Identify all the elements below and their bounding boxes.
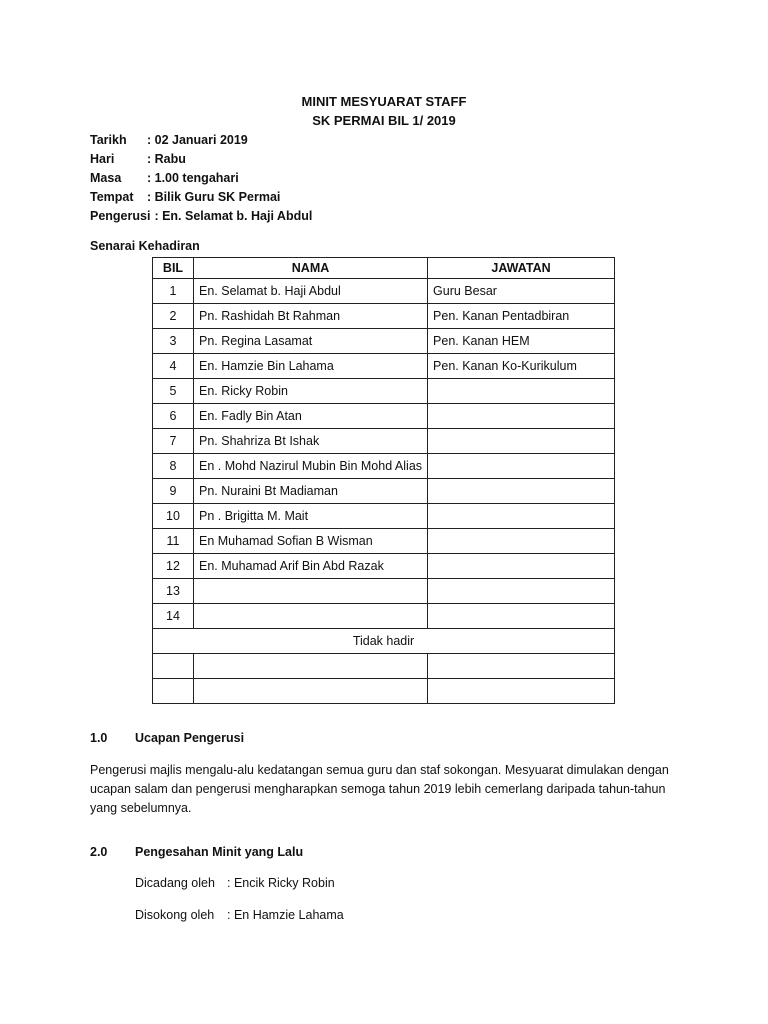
cell-nama: En Muhamad Sofian B Wisman <box>194 529 428 554</box>
table-row <box>153 579 615 604</box>
meta-value: : En. Selamat b. Haji Abdul <box>154 209 313 223</box>
cell-jawatan <box>428 529 615 554</box>
meta-pengerusi <box>90 207 312 226</box>
cell-nama: En. Fadly Bin Atan <box>194 404 428 429</box>
meta-value: : Bilik Guru SK Permai <box>147 190 281 204</box>
cell-bil: 1 <box>153 279 194 304</box>
cell-nama: En. Ricky Robin <box>194 379 428 404</box>
document-title: MINIT MESYUARAT STAFF <box>301 94 467 109</box>
meta-label: Tempat <box>90 190 134 204</box>
table-row <box>153 654 615 679</box>
table-header-row <box>153 258 615 279</box>
meta-hari <box>90 150 312 169</box>
cell-bil <box>153 654 194 679</box>
meta-label: Pengerusi <box>90 209 151 223</box>
meta-value: : 1.00 tengahari <box>147 171 239 185</box>
table-row <box>153 504 615 529</box>
cell-jawatan <box>428 579 615 604</box>
cell-nama <box>194 579 428 604</box>
seconder-value: : En Hamzie Lahama <box>227 908 344 922</box>
table-row <box>153 354 615 379</box>
table-row <box>153 379 615 404</box>
table-row <box>153 454 615 479</box>
meta-tempat <box>90 188 312 207</box>
cell-nama: Pn. Rashidah Bt Rahman <box>194 304 428 329</box>
column-header-jawatan: JAWATAN <box>428 258 615 279</box>
cell-bil: 4 <box>153 354 194 379</box>
section-1-title: Ucapan Pengerusi <box>135 731 245 745</box>
seconder-line <box>135 908 344 922</box>
table-row <box>153 604 615 629</box>
cell-nama <box>194 679 428 704</box>
cell-jawatan <box>428 504 615 529</box>
cell-jawatan <box>428 429 615 454</box>
table-row <box>153 404 615 429</box>
proposer-label: Dicadang oleh <box>135 876 215 890</box>
cell-nama: En. Selamat b. Haji Abdul <box>194 279 428 304</box>
seconder-label: Disokong oleh <box>135 908 215 922</box>
column-header-nama: NAMA <box>194 258 428 279</box>
cell-bil <box>153 679 194 704</box>
table-row <box>153 279 615 304</box>
meta-masa <box>90 169 312 188</box>
table-row <box>153 329 615 354</box>
cell-jawatan <box>428 454 615 479</box>
cell-bil: 9 <box>153 479 194 504</box>
cell-bil: 8 <box>153 454 194 479</box>
cell-jawatan <box>428 679 615 704</box>
attendance-table <box>152 257 615 704</box>
cell-nama: Pn. Nuraini Bt Madiaman <box>194 479 428 504</box>
cell-jawatan: Pen. Kanan Ko-Kurikulum <box>428 354 615 379</box>
cell-jawatan <box>428 554 615 579</box>
section-1-text: Pengerusi majlis mengalu-alu kedatangan semua guru dan staf sokongan. Mesyuarat dimulakan dengan ucapan salam dan pengerusi mengharapkan semoga tahun 2019 lebih cemerlang daripada tahun-tahun yang sebelumnya. <box>90 763 669 815</box>
cell-bil: 13 <box>153 579 194 604</box>
meta-label: Masa <box>90 171 122 185</box>
cell-nama: En . Mohd Nazirul Mubin Bin Mohd Alias <box>194 454 428 479</box>
cell-jawatan: Guru Besar <box>428 279 615 304</box>
cell-nama: En. Muhamad Arif Bin Abd Razak <box>194 554 428 579</box>
cell-nama: Pn . Brigitta M. Mait <box>194 504 428 529</box>
document-subtitle: SK PERMAI BIL 1/ 2019 <box>312 113 456 128</box>
cell-bil: 6 <box>153 404 194 429</box>
attendance-heading: Senarai Kehadiran <box>90 239 200 253</box>
proposer-line <box>135 876 335 890</box>
column-header-bil: BIL <box>153 258 194 279</box>
cell-jawatan: Pen. Kanan Pentadbiran <box>428 304 615 329</box>
cell-bil: 12 <box>153 554 194 579</box>
table-row <box>153 529 615 554</box>
table-row <box>153 679 615 704</box>
attendance-body <box>153 279 615 704</box>
cell-nama <box>194 604 428 629</box>
cell-jawatan <box>428 479 615 504</box>
cell-jawatan: Pen. Kanan HEM <box>428 329 615 354</box>
table-row <box>153 429 615 454</box>
section-2-title: Pengesahan Minit yang Lalu <box>135 845 304 859</box>
cell-bil: 3 <box>153 329 194 354</box>
cell-jawatan <box>428 654 615 679</box>
meeting-details <box>90 131 312 226</box>
absent-header-row <box>153 629 615 654</box>
absent-label: Tidak hadir <box>153 629 615 654</box>
cell-nama: Pn. Regina Lasamat <box>194 329 428 354</box>
meta-label: Hari <box>90 152 115 166</box>
table-row <box>153 304 615 329</box>
cell-jawatan <box>428 379 615 404</box>
proposer-value: : Encik Ricky Robin <box>227 876 335 890</box>
cell-bil: 2 <box>153 304 194 329</box>
table-row <box>153 554 615 579</box>
meta-label: Tarikh <box>90 133 127 147</box>
cell-nama: Pn. Shahriza Bt Ishak <box>194 429 428 454</box>
meta-value: : Rabu <box>147 152 186 166</box>
meta-value: : 02 Januari 2019 <box>147 133 248 147</box>
cell-bil: 7 <box>153 429 194 454</box>
cell-bil: 5 <box>153 379 194 404</box>
cell-bil: 11 <box>153 529 194 554</box>
cell-jawatan <box>428 404 615 429</box>
table-row <box>153 479 615 504</box>
cell-bil: 14 <box>153 604 194 629</box>
section-1-number: 1.0 <box>90 731 108 745</box>
cell-bil: 10 <box>153 504 194 529</box>
cell-jawatan <box>428 604 615 629</box>
cell-nama: En. Hamzie Bin Lahama <box>194 354 428 379</box>
cell-nama <box>194 654 428 679</box>
section-2-number: 2.0 <box>90 845 108 859</box>
meta-tarikh <box>90 131 312 150</box>
